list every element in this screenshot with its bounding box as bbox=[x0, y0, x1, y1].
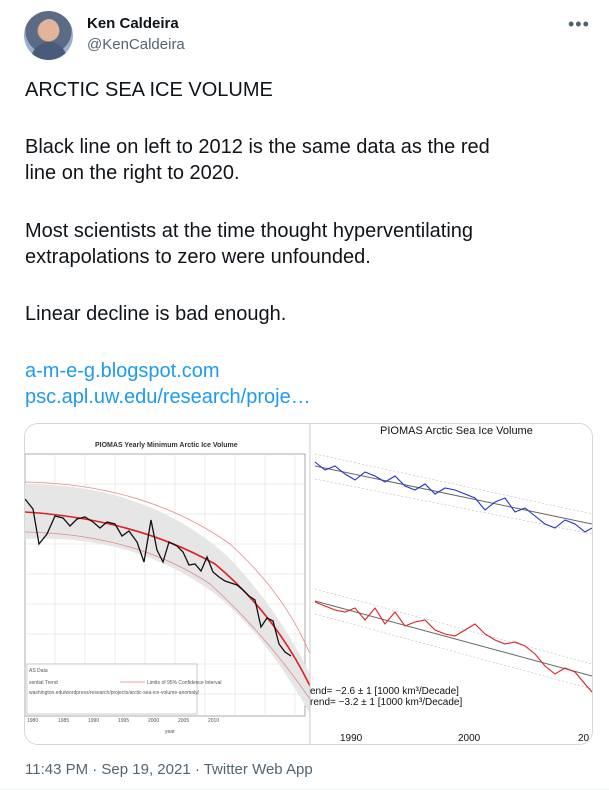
avatar-body bbox=[31, 42, 67, 60]
tweet-image[interactable] bbox=[24, 423, 593, 745]
link-psc[interactable]: psc.apl.uw.edu/research/proje… bbox=[25, 386, 311, 408]
left-xtick-2010: 2010 bbox=[208, 718, 220, 724]
left-xlabel: year bbox=[165, 729, 175, 735]
left-chart-title: PIOMAS Yearly Minimum Arctic Ice Volume bbox=[95, 442, 238, 449]
left-legend-trend: xential Trend bbox=[29, 680, 58, 686]
tweet-line-scientists: Most scientists at the time thought hyperventilating extrapolations to zero were unfounded. bbox=[25, 220, 474, 268]
right-trend-1: end= −2.6 ± 1 [1000 km³/Decade] bbox=[310, 686, 459, 697]
image-graphics bbox=[25, 424, 592, 744]
author-handle[interactable]: @KenCaldeira bbox=[87, 36, 185, 53]
left-xtick-1990: 1990 bbox=[88, 718, 100, 724]
right-xtick-1990: 1990 bbox=[340, 733, 363, 744]
link-blogspot[interactable]: a-m-e-g.blogspot.com bbox=[25, 360, 220, 382]
left-xtick-1980: 1980 bbox=[27, 718, 39, 724]
left-xtick-2005: 2005 bbox=[178, 718, 190, 724]
tweet-line-linear: Linear decline is bad enough. bbox=[25, 303, 287, 325]
tweet-timestamp[interactable]: 11:43 PM · Sep 19, 2021 · Twitter Web App bbox=[25, 761, 313, 778]
right-trend-2: rend= −3.2 ± 1 [1000 km³/Decade] bbox=[310, 697, 463, 708]
right-xtick-2000: 2000 bbox=[458, 733, 481, 744]
left-xtick-2000: 2000 bbox=[148, 718, 160, 724]
right-xtick-20: 20 bbox=[578, 733, 590, 744]
left-xtick-1995: 1995 bbox=[118, 718, 130, 724]
avatar[interactable] bbox=[24, 11, 73, 60]
tweet-line-data: Black line on left to 2012 is the same data as the red line on the right to 2020. bbox=[25, 136, 490, 184]
left-source: washington.edu/wordpress/research/projects/arctic-sea-ice-volume-anomaly/ bbox=[29, 690, 200, 696]
tweet-line-title: ARCTIC SEA ICE VOLUME bbox=[25, 79, 273, 101]
left-legend-data: AS Data bbox=[29, 668, 48, 674]
right-chart-title: PIOMAS Arctic Sea Ice Volume bbox=[380, 425, 533, 437]
more-horizontal-icon[interactable]: ••• bbox=[568, 14, 590, 34]
left-legend-confidence: Limits of 95% Confidence Interval bbox=[147, 680, 222, 686]
author-name[interactable]: Ken Caldeira bbox=[87, 15, 179, 32]
left-xtick-1985: 1985 bbox=[58, 718, 70, 724]
avatar-head bbox=[39, 19, 59, 41]
